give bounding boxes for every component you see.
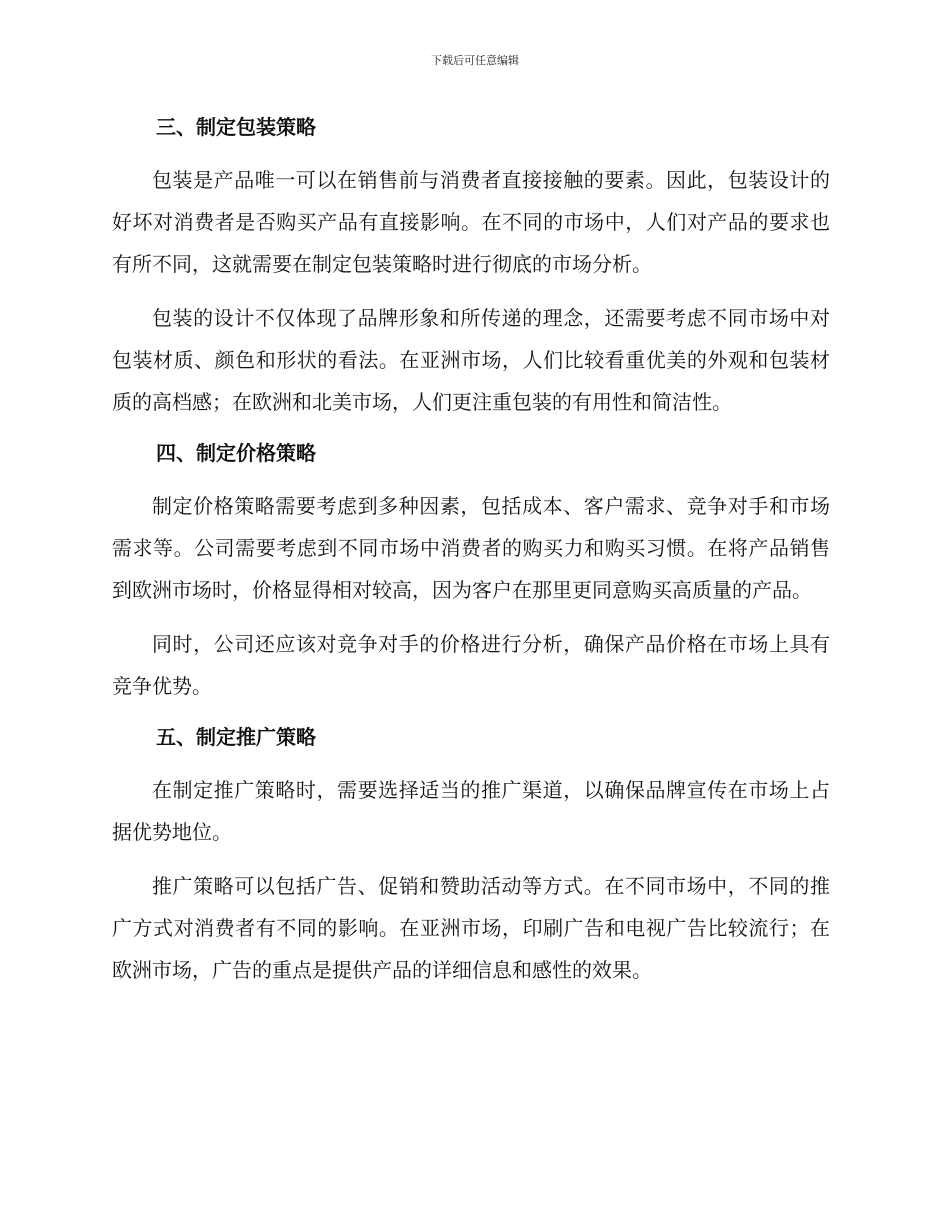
paragraph: 同时，公司还应该对竞争对手的价格进行分析，确保产品价格在市场上具有竞争优势。 bbox=[112, 632, 830, 698]
page-header: 下载后可任意编辑 bbox=[431, 54, 519, 67]
paragraph: 包装的设计不仅体现了品牌形象和所传递的理念，还需要考虑不同市场中对包装材质、颜色和形状的看法。在亚洲市场，人们比较看重优美的外观和包装材质的高档感；在欧洲和北美市场，人们更注重包装的有用性和简洁性。 bbox=[112, 306, 830, 414]
paragraph: 在制定推广策略时，需要选择适当的推广渠道，以确保品牌宣传在市场上占据优势地位。 bbox=[112, 778, 830, 844]
document-body bbox=[112, 107, 830, 991]
paragraph: 包装是产品唯一可以在销售前与消费者直接接触的要素。因此，包装设计的好坏对消费者是否购买产品有直接影响。在不同的市场中，人们对产品的要求也有所不同，这就需要在制定包装策略时进行彻底的市场分析。 bbox=[112, 168, 830, 276]
paragraph: 推广策略可以包括广告、促销和赞助活动等方式。在不同市场中，不同的推广方式对消费者有不同的影响。在亚洲市场，印刷广告和电视广告比较流行；在欧洲市场，广告的重点是提供产品的详细信息和感性的效果。 bbox=[112, 874, 830, 982]
paragraph: 制定价格策略需要考虑到多种因素，包括成本、客户需求、竞争对手和市场需求等。公司需要考虑到不同市场中消费者的购买力和购买习惯。在将产品销售到欧洲市场时，价格显得相对较高，因为客户在那里更同意购买高质量的产品。 bbox=[112, 494, 830, 602]
section-heading-packaging: 三、制定包装策略 bbox=[156, 115, 316, 139]
section-heading-promotion: 五、制定推广策略 bbox=[156, 725, 316, 749]
section-heading-pricing: 四、制定价格策略 bbox=[156, 441, 316, 465]
